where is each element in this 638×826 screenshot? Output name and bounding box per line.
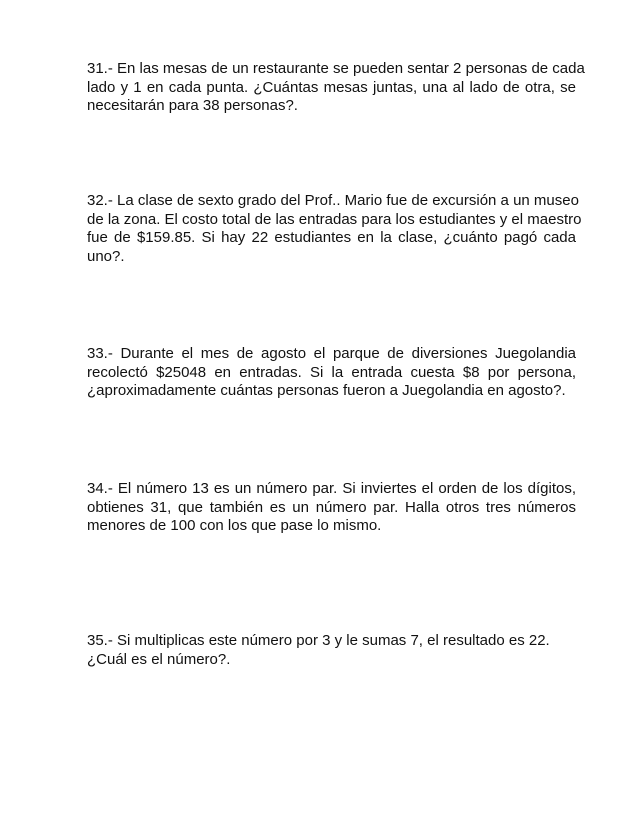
problem-34 [87,480,576,536]
problem-line: uno?. [87,247,125,265]
problem-line: 31.- En las mesas de un restaurante se pueden sentar 2 personas de cada [87,60,585,77]
problem-line: 34.- El número 13 es un número par. Si inviertes el orden de los dígitos, [87,480,576,497]
problem-line: recolectó $25048 en entradas. Si la entrada cuesta $8 por persona, [87,363,576,381]
problem-line: necesitarán para 38 personas?. [87,97,298,114]
problem-35 [87,632,576,669]
problem-line: obtienes 31, que también es un número par. Halla otros tres números [87,498,576,516]
problem-line: 32.- La clase de sexto grado del Prof.. Mario fue de excursión a un museo [87,192,579,209]
problem-line: fue de $159.85. Si hay 22 estudiantes en la clase, ¿cuánto pagó cada [87,229,576,246]
problem-33 [87,345,576,401]
problem-line: 35.- Si multiplicas este número por 3 y le sumas 7, el resultado es 22. [87,632,550,649]
problem-line: lado y 1 en cada punta. ¿Cuántas mesas juntas, una al lado de otra, se [87,78,576,96]
problem-line: menores de 100 con los que pase lo mismo. [87,517,382,534]
problem-32 [87,192,582,266]
problem-line: 33.- Durante el mes de agosto el parque de diversiones Juegolandia [87,345,576,362]
problem-line: de la zona. El costo total de las entradas para los estudiantes y el maestro [87,210,582,228]
problem-line: ¿Cuál es el número?. [87,650,231,668]
problem-line: ¿aproximadamente cuántas personas fueron a Juegolandia en agosto?. [87,382,566,399]
problem-31 [87,60,585,116]
